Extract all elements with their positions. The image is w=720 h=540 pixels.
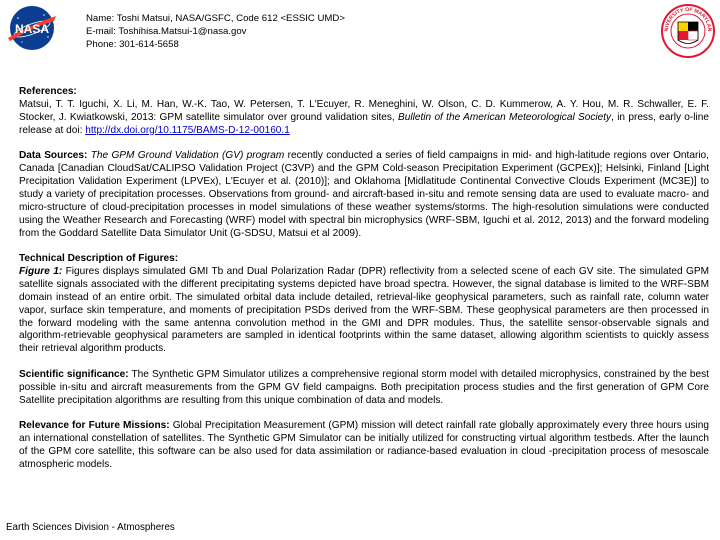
data-sources-text: recently conducted a series of field campaigns in mid- and high-latitude regions over Ontario, Canada [Canadian CloudSat/CALIPSO Validation Project (C3VP) and the GPM Cold-season Precipitation Experiment (GCPEx)]; Helsinki, Finland [Light Precipitation Validation Experiment (LPVEx), L'Ecuyer et al. (2010)]; and Oklahoma [Midlatitude Continental Convective Clouds Experiment (MC3E)] to study a variety of precipitation processes. Observations from ground- and aircraft-based in-situ and remote sensing data are used to evaluate macro- and micro-structure of cloud-precipitation processes in model simulations of these weather systems/storms. The high-resolution simulations were conducted using the Weather Research and Forecasting (WRF) model with spectral bin microphysics (WRF-SBM, Iguchi et al. 2012, 2013) and the forward modeling from the Goddard Satellite Data Simulator Unit (G-SDSU, Matsui et al 2009). <box>19 150 709 239</box>
relevance-heading: Relevance for Future Missions: <box>19 419 170 431</box>
references-body <box>19 99 709 138</box>
references-journal: Bulletin of the American Meteorological Society <box>398 111 612 123</box>
references-text-after: , in press, early o-line release at doi: <box>19 111 709 136</box>
references-section <box>19 86 709 138</box>
references-text: Matsui, T. T. Iguchi, X. Li, M. Han, W.-K. Tao, W. Petersen, T. L'Ecuyer, R. Meneghini, W. Olson, C. D. Kummerow, A. Y. Hou, M. R. Schwaller, E. F. Stocker, J. Kwiatkowski, 2013: GPM satellite simulator over ground validation sites, <box>19 98 709 123</box>
doi-link[interactable]: http://dx.doi.org/10.1175/BAMS-D-12-00160.1 <box>85 124 290 136</box>
contact-email: E-mail: Toshihisa.Matsui-1@nasa.gov <box>86 26 247 37</box>
relevance-text: Global Precipitation Measurement (GPM) mission will detect rainfall rate globally approximately every three hours using an international constellation of satellites. The Synthetic GPM Simulator can be initially utilized for constructing virtual algorithm testbeds. After the launch of the GPM core satellite, this software can be also used for data assimilation or radiance-based evaluation in cloud -precipitation process of mesoscale atmospheric models. <box>19 419 710 470</box>
contact-info <box>86 12 345 51</box>
significance-body <box>19 369 709 408</box>
technical-section <box>19 253 709 356</box>
data-sources-heading: Data Sources: <box>19 150 88 162</box>
significance-section <box>19 369 709 408</box>
technical-body <box>19 266 709 356</box>
data-sources-lead: The GPM Ground Validation (GV) program <box>90 150 285 162</box>
main-content <box>19 86 709 484</box>
significance-heading: Scientific significance: <box>19 368 129 380</box>
university-seal-text: NIVERSITY OF MARYLAN <box>663 6 713 32</box>
technical-text: Figures displays simulated GMI Tb and Dual Polarization Radar (DPR) reflectivity from a selected scene of each GV site. The simulated GPM satellite signals associated with the different precipitating systems depicted have broad spectra. However, the signal database is limited to the WRF-SBM domain instead of an entire orbit. The simulated orbital data include detailed, retrieval-like geophysical parameters, such as rainfall rate, column water vapor, surface skin temperature, and moments of precipitation PSDs derived from the WRF-SBM. These geophysical parameters are then processed in the forward modeling with the same antenna convolution method in the GMI and DPR modules. Thus, the satellite sensor-observable signals and algorithm-retrievable geophysical parameters are sampled in identical footprints within the same dataset, allowing algorithm scientists to quickly assess their retrieval algorithm products. <box>19 265 709 355</box>
relevance-section <box>19 420 709 472</box>
nasa-logo-text: NASA <box>14 22 50 36</box>
relevance-body <box>19 420 709 472</box>
nasa-logo-icon <box>4 4 60 52</box>
data-sources-section <box>19 150 709 240</box>
data-sources-body <box>19 150 709 240</box>
technical-heading: Technical Description of Figures: <box>19 252 179 264</box>
footer-division: Earth Sciences Division - Atmospheres <box>6 522 175 533</box>
figure-label: Figure 1: <box>19 265 63 277</box>
contact-phone: Phone: 301-614-5658 <box>86 39 179 50</box>
university-seal-icon <box>660 3 716 59</box>
contact-name: Name: Toshi Matsui, NASA/GSFC, Code 612 <ESSIC UMD> <box>86 13 345 24</box>
references-heading: References: <box>19 86 77 97</box>
significance-text: The Synthetic GPM Simulator utilizes a comprehensive regional storm model with detailed microphysics, constrained by the best possible in-situ and aircraft measurements from the GPM GV field campaigns. Both precipitation process studies and the first generation of GPM Core Satellite precipitation algorithms are resulting from this unique combination of data and models. <box>19 368 709 406</box>
